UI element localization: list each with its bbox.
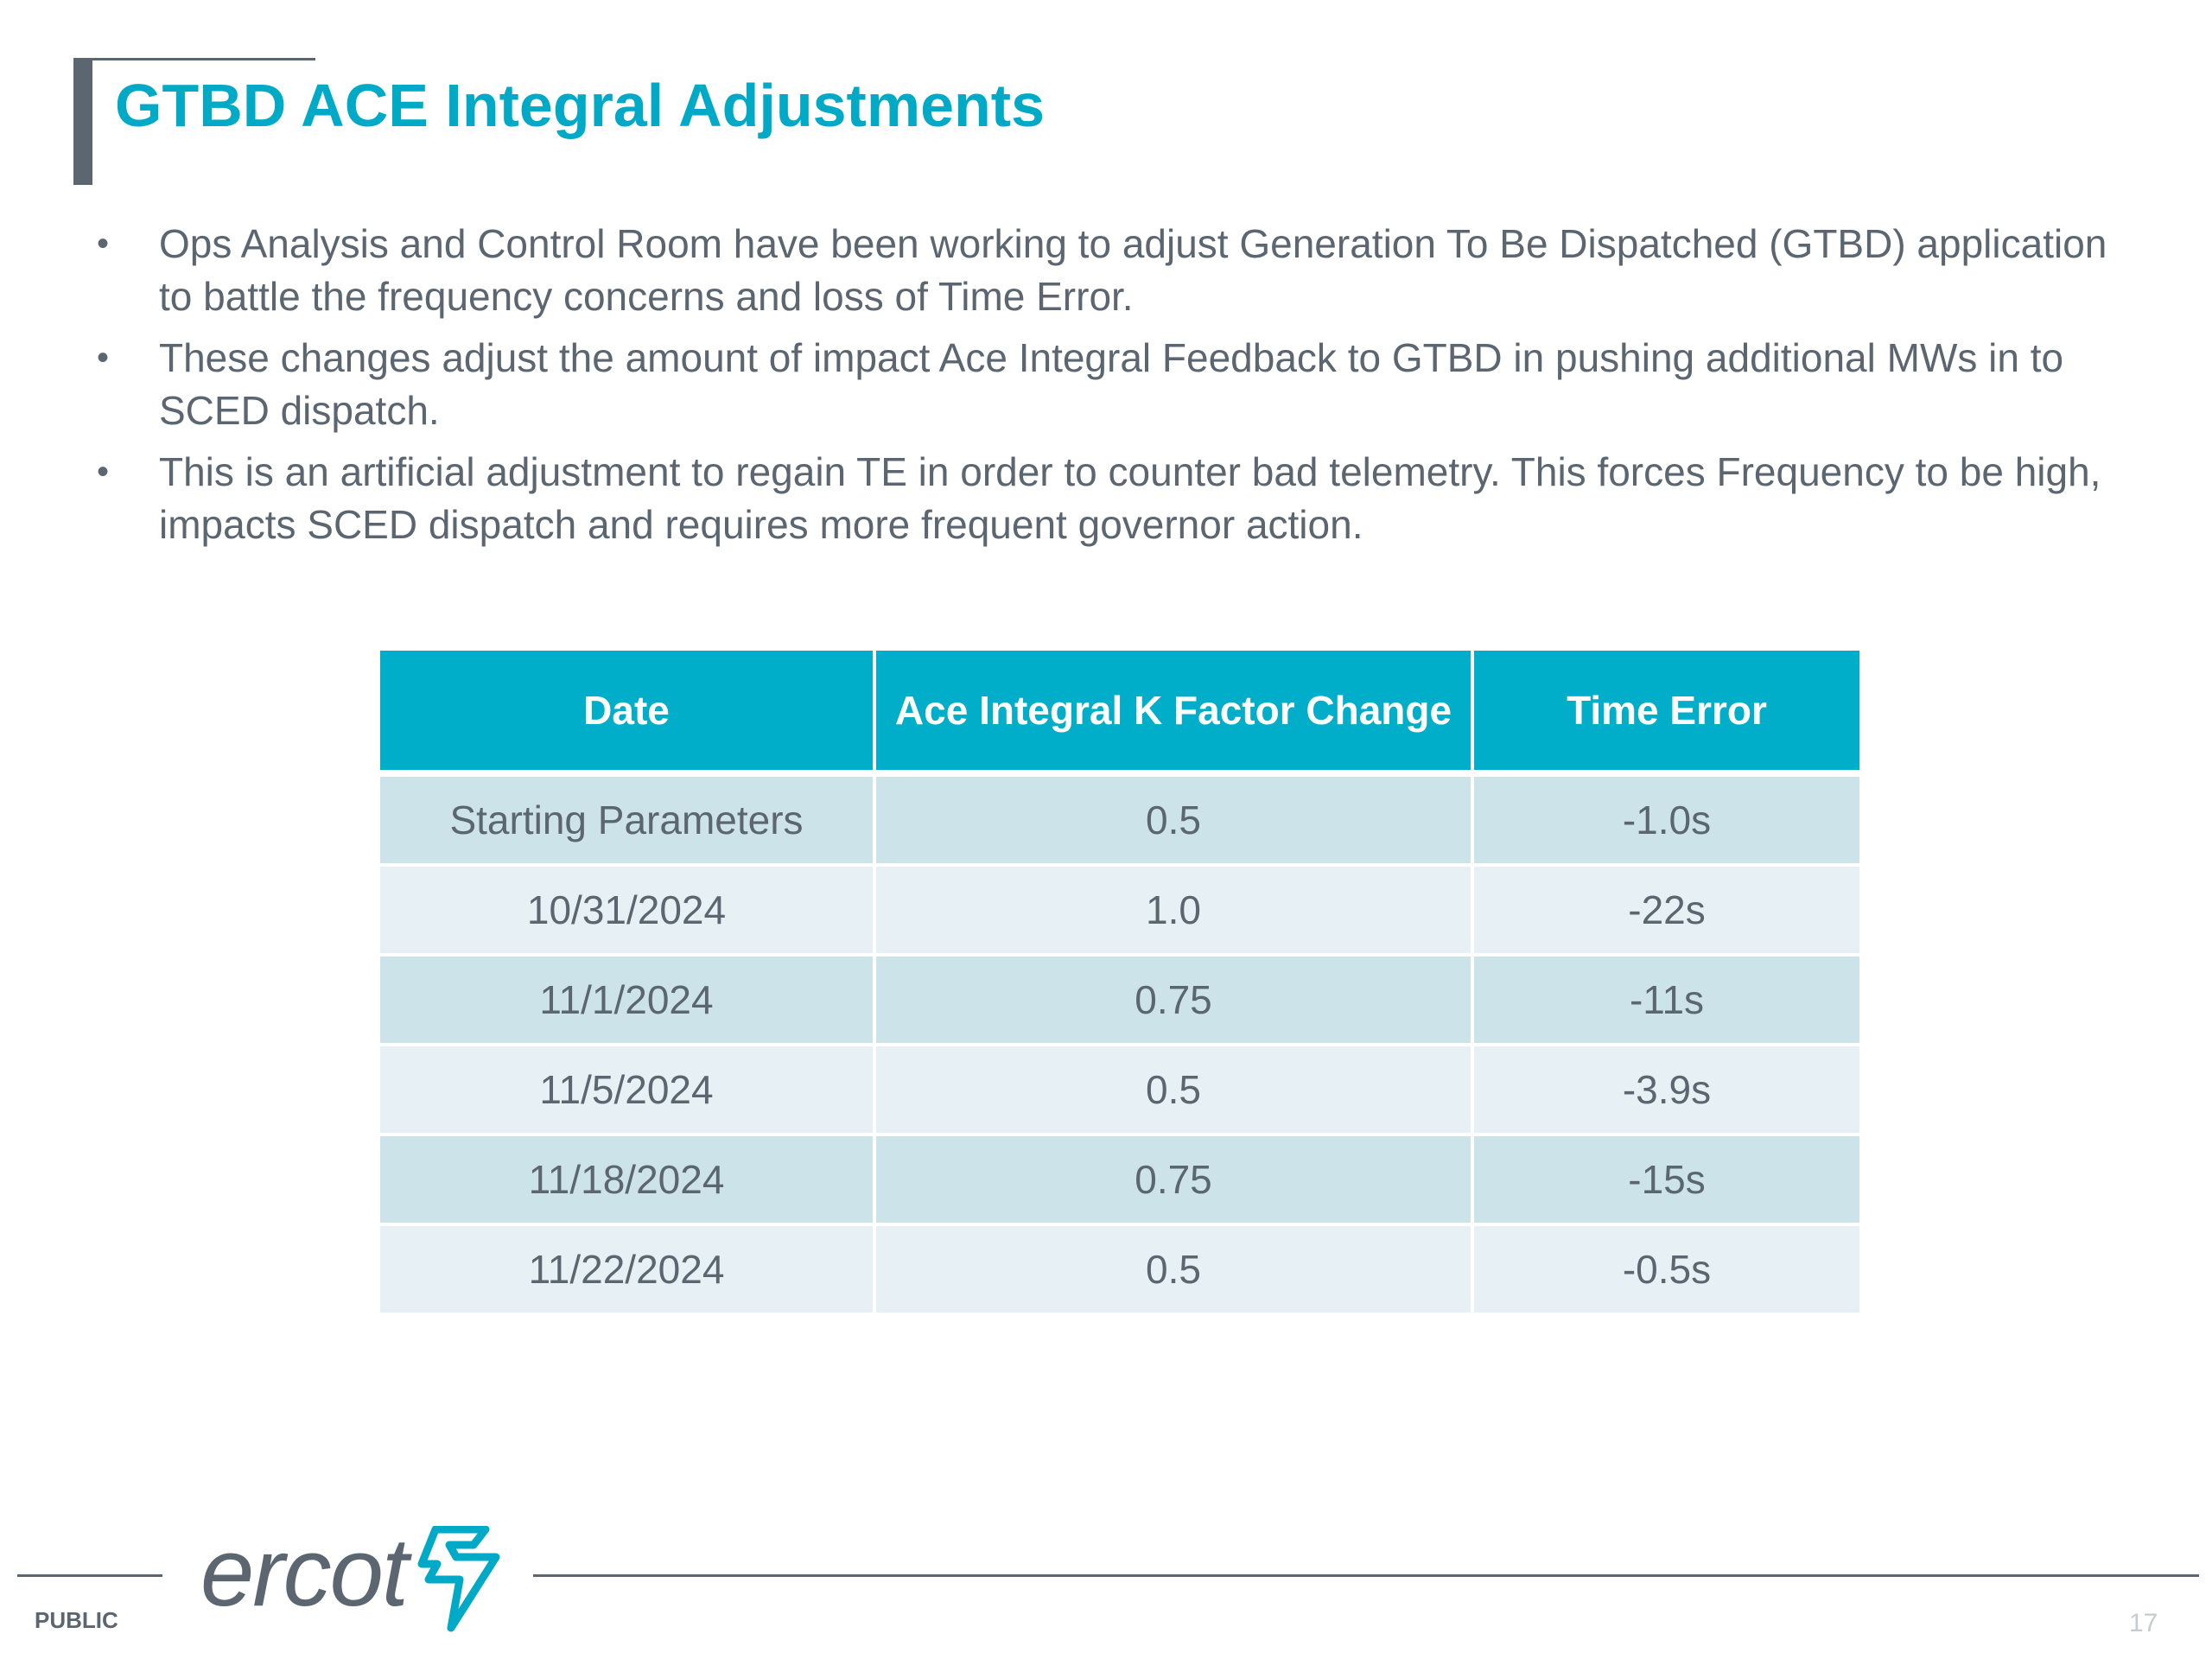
cell-time-error: -3.9s — [1472, 1045, 1859, 1135]
classification-label: PUBLIC — [35, 1607, 118, 1633]
footer-rule-right — [533, 1574, 2199, 1577]
cell-k-factor: 0.75 — [874, 955, 1472, 1045]
cell-date: 11/18/2024 — [380, 1135, 874, 1224]
cell-time-error: -15s — [1472, 1135, 1859, 1224]
table-row — [380, 1224, 1859, 1314]
table-row — [380, 865, 1859, 955]
table-row — [380, 1045, 1859, 1135]
cell-date: Starting Parameters — [380, 773, 874, 865]
bullet-list — [86, 218, 2143, 560]
bullet-text: This is an artificial adjustment to regain TE in order to counter bad telemetry. This forces Frequency to be high, impacts SCED dispatch and requires more frequent governor action. — [159, 449, 2101, 547]
title-accent-bar — [73, 58, 92, 185]
bullet-dot-icon: • — [97, 339, 110, 377]
page-number: 17 — [2129, 1609, 2158, 1637]
header-date: Date — [380, 651, 874, 773]
ercot-logo — [200, 1518, 503, 1633]
bullet-item — [86, 218, 2143, 323]
table-row — [380, 773, 1859, 865]
bullet-item — [86, 332, 2143, 437]
page-title: GTBD ACE Integral Adjustments — [115, 72, 1046, 139]
cell-k-factor: 0.5 — [874, 1045, 1472, 1135]
cell-date: 11/22/2024 — [380, 1224, 874, 1314]
logo-wordmark: ercot — [200, 1518, 407, 1626]
table-header-row — [380, 651, 1859, 773]
footer-rule-left — [17, 1574, 162, 1577]
cell-date: 11/1/2024 — [380, 955, 874, 1045]
bullet-item — [86, 446, 2143, 551]
bullet-text: These changes adjust the amount of impact Ace Integral Feedback to GTBD in pushing additional MWs in to SCED dispatch. — [159, 335, 2064, 433]
cell-date: 11/5/2024 — [380, 1045, 874, 1135]
title-accent-line — [73, 58, 315, 60]
cell-time-error: -11s — [1472, 955, 1859, 1045]
cell-time-error: -1.0s — [1472, 773, 1859, 865]
table-row — [380, 955, 1859, 1045]
bullet-text: Ops Analysis and Control Room have been working to adjust Generation To Be Dispatched (GTBD) application to battle the frequency concerns and loss of Time Error. — [159, 221, 2107, 319]
cell-k-factor: 0.75 — [874, 1135, 1472, 1224]
cell-k-factor: 1.0 — [874, 865, 1472, 955]
k-factor-table — [380, 651, 1859, 1316]
header-time-error: Time Error — [1472, 651, 1859, 773]
table-row — [380, 1135, 1859, 1224]
cell-k-factor: 0.5 — [874, 1224, 1472, 1314]
cell-time-error: -0.5s — [1472, 1224, 1859, 1314]
ercot-lightning-mark-icon — [406, 1526, 503, 1633]
cell-time-error: -22s — [1472, 865, 1859, 955]
bullet-dot-icon: • — [97, 453, 110, 491]
bullet-dot-icon: • — [97, 225, 110, 263]
cell-date: 10/31/2024 — [380, 865, 874, 955]
cell-k-factor: 0.5 — [874, 773, 1472, 865]
header-k-factor-change: Ace Integral K Factor Change — [874, 651, 1472, 773]
